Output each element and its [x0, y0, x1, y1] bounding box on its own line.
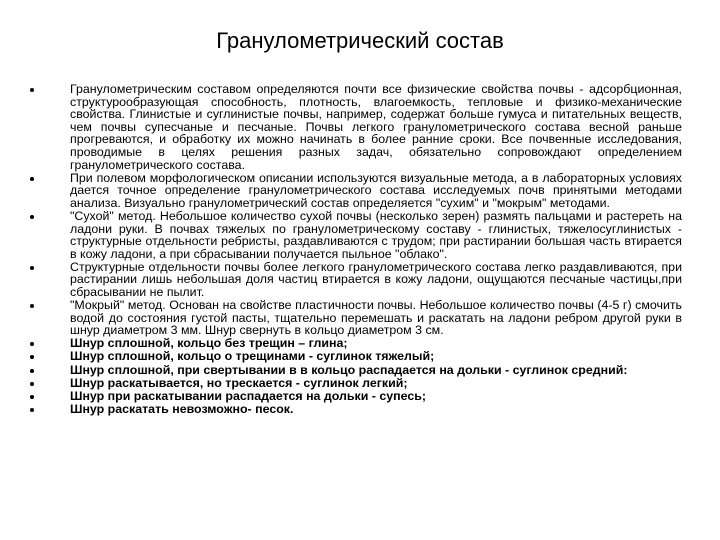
bullet-item — [30, 337, 682, 350]
bullet-dot-icon — [30, 304, 34, 308]
bullet-dot-icon — [30, 369, 34, 373]
bullet-text: Шнур раскатывается, но трескается - суглинок легкий; — [70, 375, 408, 390]
bullet-dot-icon — [30, 88, 34, 92]
bullet-text: Шнур сплошной, кольцо о трещинами - суглинок тяжелый; — [70, 349, 435, 364]
bullet-item — [30, 390, 682, 403]
bullet-text: Шнур раскатать невозможно- песок. — [70, 401, 294, 416]
bullet-dot-icon — [30, 408, 34, 412]
bullet-dot-icon — [30, 266, 34, 270]
bullet-dot-icon — [30, 355, 34, 359]
bullet-item — [30, 364, 682, 377]
bullet-item — [30, 350, 682, 363]
bullet-text: "Сухой" метод. Небольшое количество сухой почвы (несколько зерен) размять пальцами и растереть на ладони руки. В почвах тяжелых по гранулометрическому составу - глинистых, тяжелосуглинистых - структурные отдельности ребристы, раздавливаются с трудом; при растирании большая часть втирается в кожу ладони, а при сбрасывании получается пыльное "облако". — [70, 208, 682, 261]
bullet-text: Шнур при раскатывании распадается на дольки - супесь; — [70, 388, 426, 403]
bullet-text: Структурные отдельности почвы более легкого гранулометрического состава легко раздавливаются, при растирании лишь небольшая доля частиц втирается в кожу ладони, ощущаются песчаные частицы,при сбрасывании не пылит. — [70, 259, 682, 299]
bullet-item — [30, 83, 682, 171]
slide-title: Гранулометрический состав — [216, 28, 504, 53]
bullet-text: Гранулометрическим составом определяются почти все физические свойства почвы - адсорбционная, структурообразующая способность, плотность, влагоемкость, тепловые и физико-механические свойства. Глинистые и суглинистые почвы, например, содержат больше гумуса и питательных веществ, чем почвы супесчаные и песчаные. Почвы легкого гранулометрического состава весной раньше прогреваются, и обработку их можно начинать в более ранние сроки. Все почвенные исследования, проводимые в целях решения разных задач, обязательно сопровождают определением гранулометрического состава. — [70, 82, 682, 172]
bullet-item — [30, 261, 682, 299]
bullet-dot-icon — [30, 177, 34, 181]
bullet-item — [30, 403, 682, 416]
bullet-item — [30, 210, 682, 260]
bullet-item — [30, 172, 682, 210]
bullet-dot-icon — [30, 395, 34, 399]
bullet-text: Шнур сплошной, при свертывании в в кольцо распадается на дольки - суглинок средний: — [70, 362, 628, 377]
bullet-dot-icon — [30, 215, 34, 219]
bullet-text: "Мокрый" метод. Основан на свойстве пластичности почвы. Небольшое количество почвы (4-5 г) смочить водой до состояния густой пасты, тщательно перемешать и раскатать на ладони ребром другой руки в шнур диаметром 3 мм. Шнур свернуть в кольцо диаметром 3 см. — [70, 298, 682, 338]
bullet-text: Шнур сплошной, кольцо без трещин – глина; — [70, 336, 348, 351]
bullet-item — [30, 299, 682, 337]
bullet-dot-icon — [30, 342, 34, 346]
bullet-text: При полевом морфологическом описании используются визуальные метода, а в лабораторных условиях дается точное определение гранулометрического состава исследуемых почв принятыми методами анализа. Визуально гранулометрический состав определяется "сухим" и "мокрым" методами. — [70, 170, 682, 210]
bullet-dot-icon — [30, 382, 34, 386]
bullet-list — [30, 83, 682, 416]
bullet-item — [30, 377, 682, 390]
